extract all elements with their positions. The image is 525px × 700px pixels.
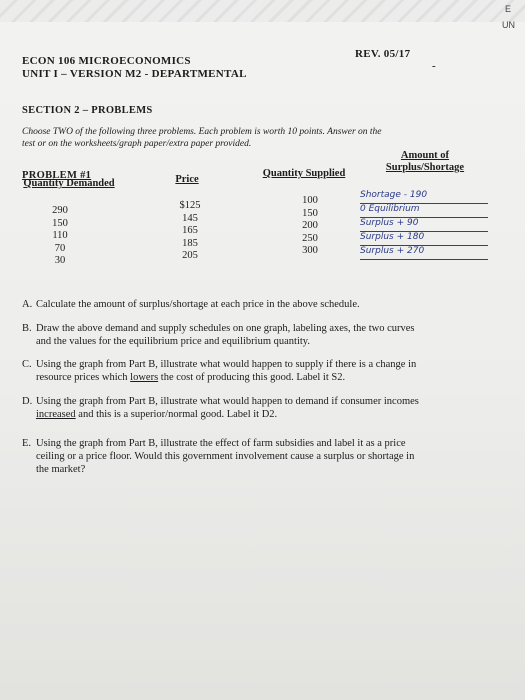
question-letter: E. — [22, 438, 32, 449]
question-a — [22, 298, 360, 311]
price-list — [168, 200, 212, 263]
list-item: 100 — [302, 195, 318, 206]
question-text: Calculate the amount of surplus/shortage at each price in the above schedule. — [36, 299, 360, 310]
question-letter: B. — [22, 323, 32, 334]
underlined-word: lowers — [130, 372, 159, 383]
question-text-line-1: Using the graph from Part B, illustrate what would happen to demand if consumer incomes — [36, 396, 419, 407]
question-b — [22, 322, 414, 348]
list-item: 185 — [182, 237, 198, 249]
list-item: 200 — [302, 220, 318, 231]
question-d — [22, 395, 419, 421]
instructions-line-1: Choose TWO of the following three problems. Each problem is worth 10 points. Answer on the — [22, 127, 382, 137]
section-title: SECTION 2 – PROBLEMS — [22, 105, 153, 116]
question-letter: D. — [22, 396, 33, 407]
corner-letters-un: UN — [502, 20, 515, 30]
list-item: 150 — [302, 207, 318, 219]
col-quantity-demanded: Quantity Demanded — [23, 178, 115, 189]
course-title: ECON 106 MICROECONOMICS — [22, 55, 191, 67]
corner-letter-e: E — [505, 4, 512, 14]
question-c — [22, 358, 416, 384]
question-e — [22, 437, 414, 476]
list-item: 70 — [54, 242, 66, 254]
instructions-line-2: test or on the worksheets/graph paper/extra paper provided. — [22, 139, 252, 149]
surplus-answer-lines — [360, 190, 488, 260]
question-text-line-1: Draw the above demand and supply schedules on one graph, labeling axes, the two curves — [36, 323, 415, 334]
handwritten-answer: Shortage - 190 — [360, 190, 488, 204]
revision-label: REV. 05/17 — [355, 48, 411, 60]
underlined-word: increased — [36, 409, 76, 420]
question-text-pre: resource prices which — [36, 372, 131, 383]
col-quantity-supplied: Quantity Supplied — [262, 168, 346, 179]
list-item: 205 — [182, 250, 198, 261]
list-item: 250 — [302, 232, 318, 244]
quantity-demanded-list — [40, 205, 80, 268]
question-text-line-2: and the values for the equilibrium price and equilibrium quantity. — [36, 336, 310, 347]
col-price: Price — [175, 174, 199, 185]
list-item: 110 — [52, 230, 68, 241]
list-item: 300 — [302, 245, 318, 256]
header-dash: - — [432, 60, 436, 72]
question-text-line-1: Using the graph from Part B, illustrate the effect of farm subsidies and label it as a price — [36, 438, 406, 449]
problem-title: PROBLEM #1 — [22, 170, 92, 181]
list-item: 290 — [52, 205, 68, 216]
list-item: 30 — [54, 255, 66, 266]
question-letter: A. — [22, 299, 33, 310]
unit-version: UNIT I – VERSION M2 - DEPARTMENTAL — [22, 68, 247, 80]
question-letter: C. — [22, 359, 32, 370]
list-item: 150 — [52, 217, 68, 229]
list-item: $125 — [179, 200, 201, 211]
question-text-post: and this is a superior/normal good. Label it D2. — [75, 409, 278, 420]
handwritten-answer: 0 Equilibrium — [360, 204, 488, 218]
handwritten-answer: Surplus + 180 — [360, 232, 488, 246]
handwritten-answer: Surplus + 270 — [360, 246, 488, 260]
col-surplus-line-2: Surplus/Shortage — [385, 162, 465, 173]
question-text-line-1: Using the graph from Part B, illustrate what would happen to supply if there is a change in — [36, 359, 417, 370]
question-text-line-3: the market? — [36, 464, 86, 475]
torn-top-edge — [0, 0, 525, 22]
question-text-post: the cost of producing this good. Label it S2. — [158, 372, 346, 383]
list-item: 165 — [182, 225, 198, 236]
quantity-supplied-list — [288, 195, 332, 258]
question-text-line-2: ceiling or a price floor. Would this government involvement cause a surplus or shortage in — [36, 451, 415, 462]
handwritten-answer: Surplus + 90 — [360, 218, 488, 232]
list-item: 145 — [182, 212, 198, 224]
col-surplus-line-1: Amount of — [400, 150, 450, 161]
